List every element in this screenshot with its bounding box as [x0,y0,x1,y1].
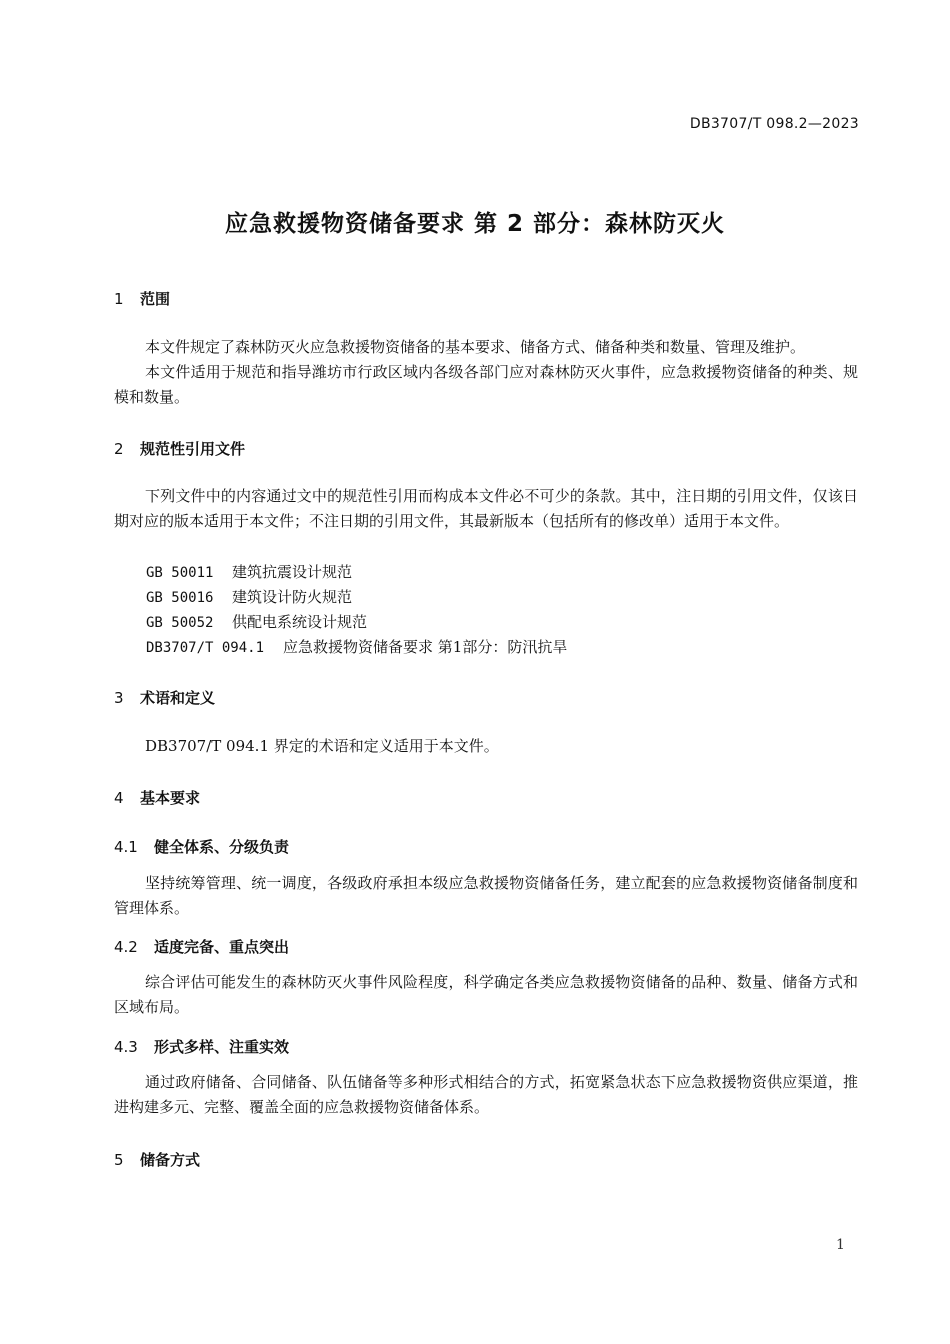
section-4-heading [114,787,200,808]
document-title: 应急救援物资储备要求 第 2 部分：森林防灭火 [224,211,726,237]
subsection-4-3-paragraph: 通过政府储备、合同储备、队伍储备等多种形式相结合的方式，拓宽紧急状态下应急救援物资供应渠道，推进构建多元、完整、覆盖全面的应急救援物资储备体系。 [114,1073,858,1116]
subsection-title: 健全体系、分级负责 [154,838,290,856]
section-1-paragraph-2: 本文件适用于规范和指导潍坊市行政区域内各级各部门应对森林防灭火事件，应急救援物资储备的种类、规模和数量。 [114,363,858,406]
subsection-4-3-heading [114,1036,289,1057]
section-5-heading [114,1149,200,1170]
subsection-4-1-paragraph: 坚持统筹管理、统一调度，各级政府承担本级应急救援物资储备任务，建立配套的应急救援物资储备制度和管理体系。 [114,874,858,917]
section-number: 5 [114,1151,124,1169]
reference-item [146,586,352,607]
page-number: 1 [836,1237,845,1253]
section-1-paragraph-1: 本文件规定了森林防灭火应急救援物资储备的基本要求、储备方式、储备种类和数量、管理及维护。 [145,338,806,356]
section-title: 储备方式 [140,1151,201,1169]
section-3-paragraph-1: DB3707/T 094.1 界定的术语和定义适用于本文件。 [145,737,499,755]
subsection-number: 4.1 [114,838,138,856]
reference-code: GB 50052 [146,615,214,631]
section-title: 基本要求 [140,789,201,807]
reference-code: GB 50011 [146,565,214,581]
standard-code: DB3707/T 098.2—2023 [689,116,859,132]
reference-code: DB3707/T 094.1 [146,640,265,656]
section-title: 范围 [140,290,171,308]
section-number: 2 [114,440,124,458]
section-number: 3 [114,689,124,707]
reference-item [146,561,352,582]
subsection-4-1-heading [114,836,289,857]
reference-name: 供配电系统设计规范 [232,613,368,631]
reference-name: 建筑设计防火规范 [232,588,353,606]
subsection-number: 4.2 [114,938,138,956]
reference-item [146,611,367,632]
subsection-title: 形式多样、注重实效 [154,1038,290,1056]
section-title: 术语和定义 [140,689,216,707]
section-3-heading [114,687,215,708]
section-2-heading [114,438,245,459]
reference-item [146,636,567,657]
reference-name: 应急救援物资储备要求 第1部分：防汛抗旱 [283,638,568,656]
subsection-4-2-paragraph: 综合评估可能发生的森林防灭火事件风险程度，科学确定各类应急救援物资储备的品种、数量、储备方式和区域布局。 [114,973,858,1016]
reference-name: 建筑抗震设计规范 [232,563,353,581]
subsection-number: 4.3 [114,1038,138,1056]
section-title: 规范性引用文件 [140,440,246,458]
section-1-heading [114,288,170,309]
reference-code: GB 50016 [146,590,214,606]
section-number: 4 [114,789,124,807]
section-2-paragraph-1: 下列文件中的内容通过文中的规范性引用而构成本文件必不可少的条款。其中，注日期的引用文件，仅该日期对应的版本适用于本文件；不注日期的引用文件，其最新版本（包括所有的修改单）适用于本文件。 [114,487,858,530]
subsection-4-2-heading [114,936,289,957]
section-number: 1 [114,290,124,308]
subsection-title: 适度完备、重点突出 [154,938,290,956]
